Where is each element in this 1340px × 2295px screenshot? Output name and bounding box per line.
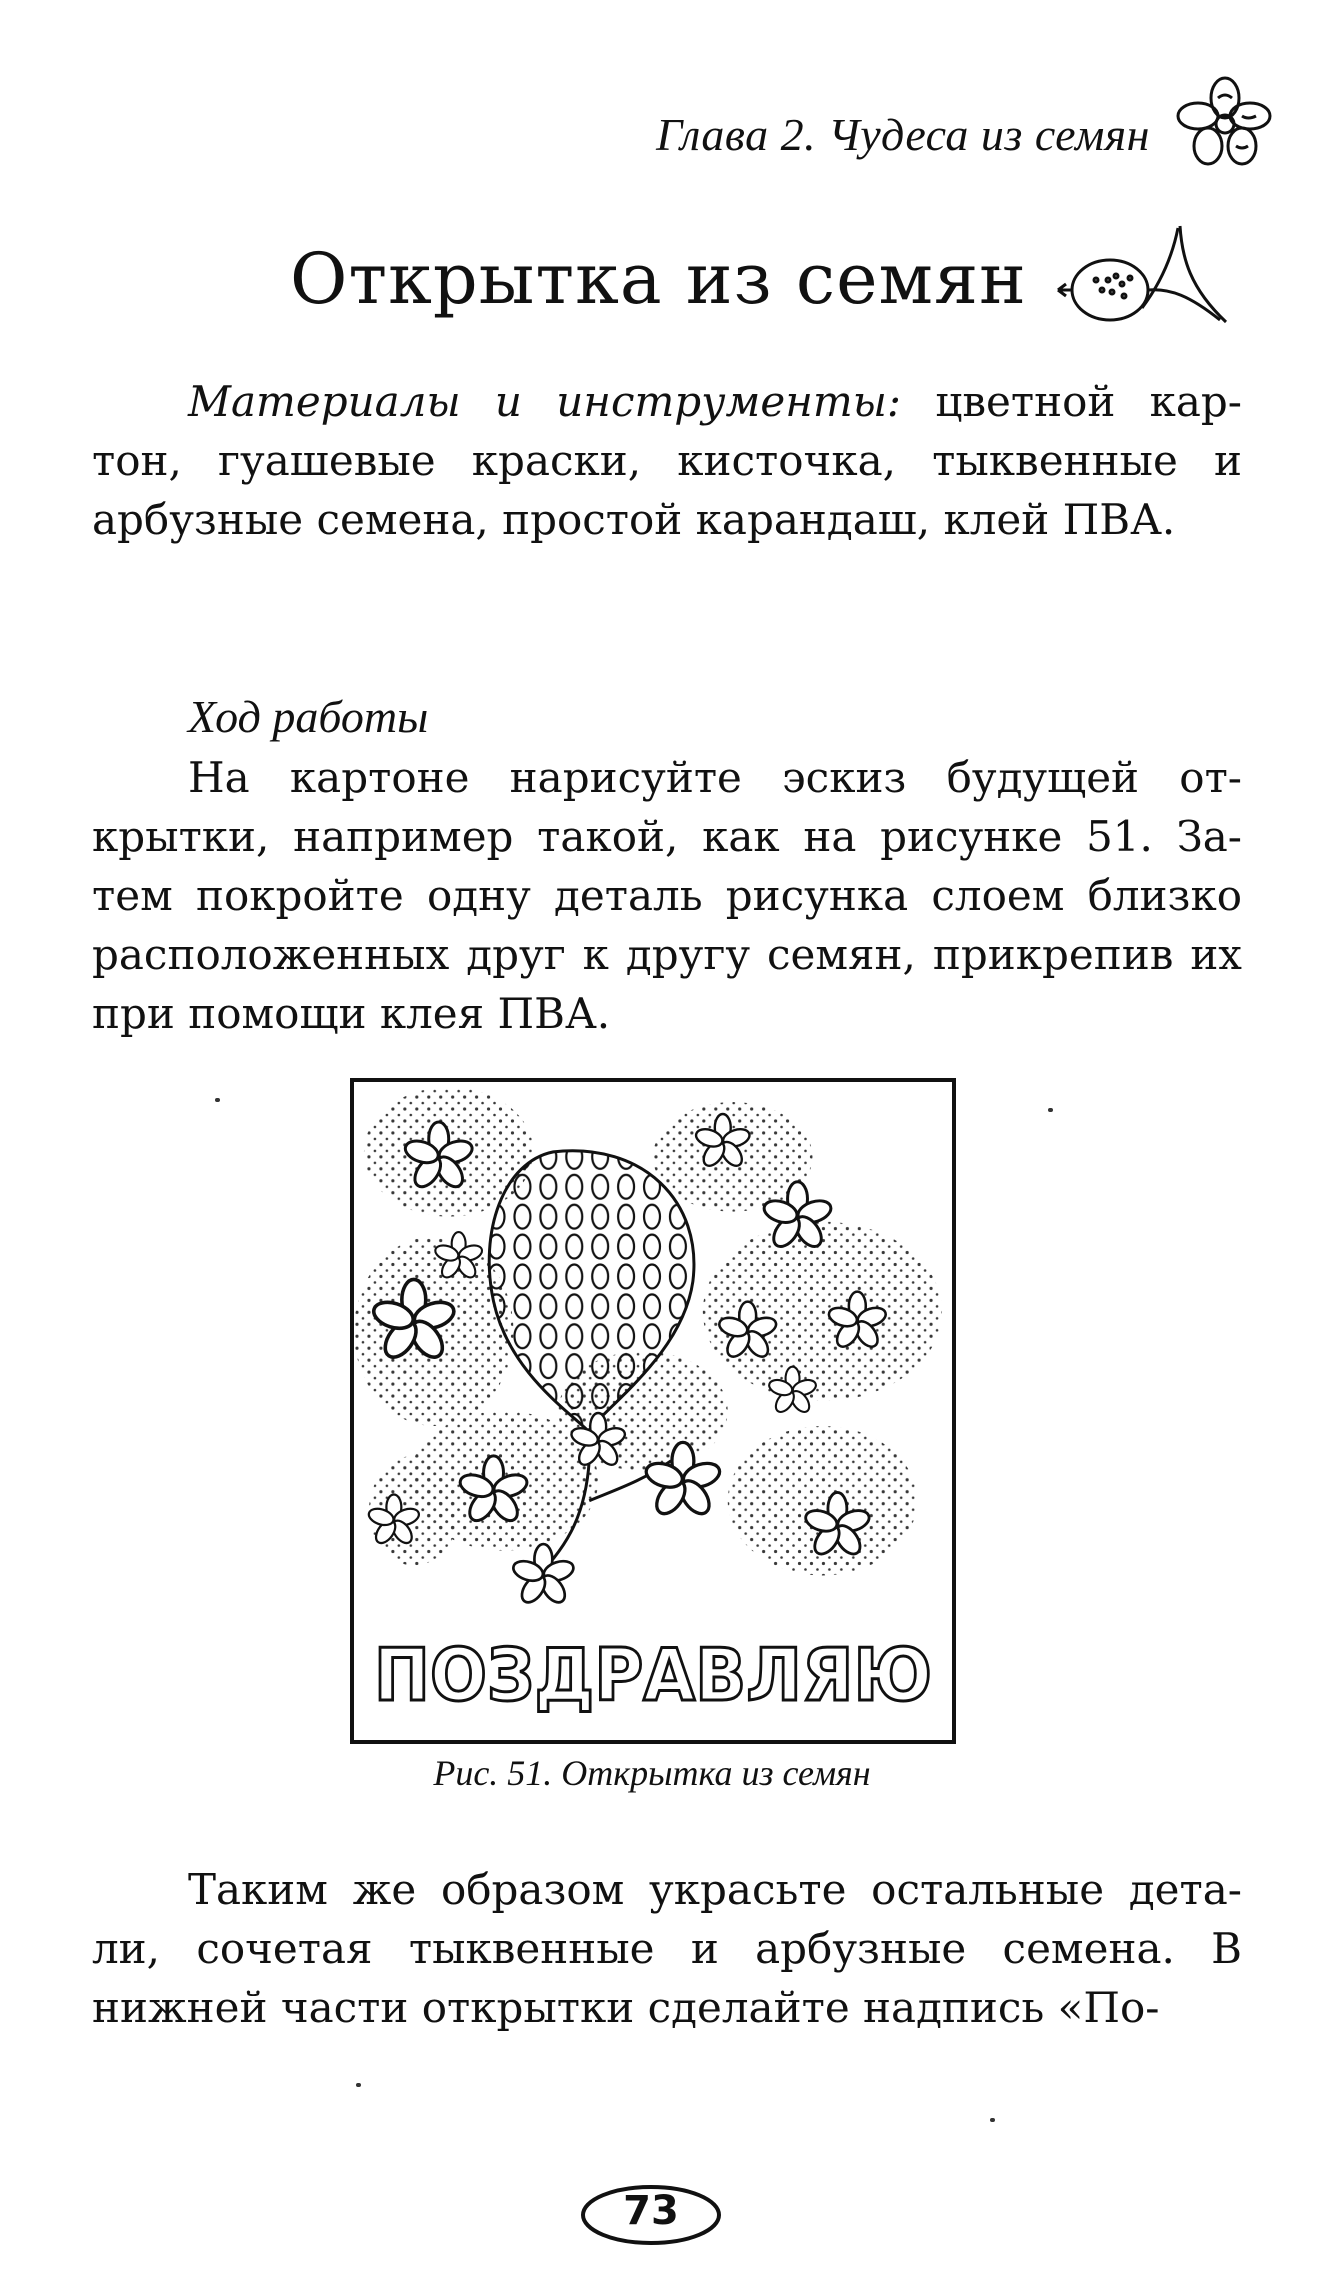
work-paragraph: На картоне нарисуйте эскиз будущей от-крытки, например такой, как на рисунке 51. За-тем покройте одну деталь рисунка слоем близко расположенных друг к другу семян, прикрепив их при помощи клея ПВА. <box>92 753 1242 1038</box>
page-number: 73 <box>623 2188 679 2234</box>
figure-caption: Рис. 51. Открытка из семян <box>433 1753 871 1793</box>
materials-paragraph <box>92 372 1242 549</box>
print-speck <box>1048 1108 1053 1112</box>
seed-ornament-icon <box>1050 218 1230 338</box>
page-title: Открытка из семян <box>290 238 1027 320</box>
continuation-paragraph: Таким же образом украсьте остальные дета-ли, сочетая тыквенные и арбузные семена. В нижней части открытки сделайте надпись «По- <box>92 1865 1242 2032</box>
page-number-badge <box>578 2182 724 2248</box>
figure-51 <box>350 1078 956 1744</box>
print-speck <box>356 2083 361 2087</box>
figure-illustration <box>354 1082 952 1740</box>
print-speck <box>215 1098 220 1102</box>
print-speck <box>990 2118 995 2122</box>
section-heading: Ход работы <box>188 691 429 742</box>
materials-text: цветной кар-тон, гуашевые краски, кисточка, тыквенные и арбузные семена, простой карандаш, клей ПВА. <box>92 377 1242 544</box>
figure-inscription: ПОЗДРАВЛЯЮ <box>373 1633 933 1718</box>
running-head: Глава 2. Чудеса из семян <box>656 109 1150 160</box>
flower-ornament-icon <box>1170 68 1280 178</box>
materials-label: Материалы и инструменты: <box>188 377 902 426</box>
